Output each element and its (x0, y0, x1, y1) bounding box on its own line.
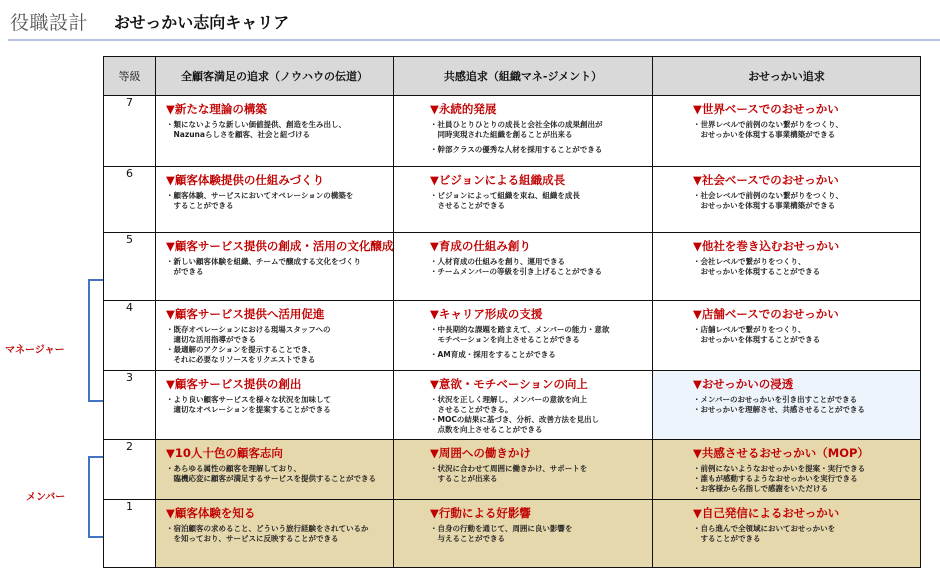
skill-description-line: ・おせっかいを理解させ、共感させることができる (693, 405, 865, 414)
skill-description-line: ・新しい顧客体験を組織、チームで醸成する文化をづくり (166, 257, 361, 266)
skill-title: ▼意欲・モチベーションの向上 (430, 377, 588, 391)
table-row (104, 440, 921, 500)
skill-cell-empathy (394, 233, 653, 301)
skill-cell-osekkai (653, 96, 921, 167)
table-row (104, 96, 921, 167)
skill-title: ▼自己発信によるおせっかい (693, 506, 840, 520)
skill-description-line: ・状況を正しく理解し、メンバーの意欲を向上 (430, 395, 587, 404)
skill-description-line: 適切なオペレーションを提案することができる (166, 405, 331, 414)
skill-description-line: ・既存オペレーションにおける現場スタッフへの (166, 325, 331, 334)
skill-description-line: ・最適解のアクションを提示することでき、 (166, 345, 316, 354)
manager-group-label: マネージャー (5, 345, 65, 356)
skill-description-line: することができる (166, 201, 234, 210)
skill-cell-customer (156, 371, 394, 440)
skill-cell-osekkai (653, 167, 921, 233)
skill-description-line: ・チームメンバーの等級を引き上げることができる (430, 267, 602, 276)
skill-description (693, 464, 912, 494)
grade-cell: 5 (104, 233, 156, 301)
skill-description-line: ・店舗レベルで繋がりをつくり、 (693, 325, 806, 334)
skill-description-line: おせっかいを体現する事業構築ができる (693, 201, 836, 210)
skill-cell-empathy (394, 301, 653, 371)
skill-description-line: ・自身の行動を通じて、周囲に良い影響を (430, 524, 573, 533)
skill-cell-empathy (394, 371, 653, 440)
table-row (104, 301, 921, 371)
skill-description-line: おせっかいを体現することができる (693, 335, 821, 344)
skill-title: ▼周囲への働きかけ (430, 446, 531, 460)
skill-description (693, 325, 912, 345)
header-divider (8, 39, 940, 41)
skill-cell-customer (156, 500, 394, 568)
skill-title: ▼顧客体験提供の仕組みづくり (166, 173, 325, 187)
skill-description (166, 120, 385, 140)
skill-title: ▼顧客サービス提供へ活用促進 (166, 307, 325, 321)
skill-description-line: ができる (166, 267, 204, 276)
skill-description (166, 464, 385, 484)
skill-cell-osekkai (653, 500, 921, 568)
skill-cell-empathy (394, 167, 653, 233)
skill-description-line: ・社員ひとりひとりの成長と会社全体の成果創出が (430, 120, 603, 129)
table-row (104, 371, 921, 440)
skill-description-line: ・MOCの結果に基づき、分析、改善方法を見出し (430, 415, 600, 424)
skill-cell-customer (156, 440, 394, 500)
skill-description-line: ・顧客体験、サービスにおいてオペレーションの構築を (166, 191, 354, 200)
skill-description-line: ・メンバーのおせっかいを引き出すことができる (693, 395, 858, 404)
skill-title: ▼社会ベースでのおせっかい (693, 173, 839, 187)
skill-description (166, 191, 385, 211)
skill-description-line: 同時実現された組織を創ることが出来る (430, 130, 573, 139)
skill-description-line: ・宿泊顧客の求めること、どういう旅行経験をされているか (166, 524, 369, 533)
skill-description (693, 120, 912, 140)
skill-description (166, 524, 385, 544)
skill-title: ▼顧客体験を知る (166, 506, 256, 520)
skill-title: ▼10人十色の顧客志向 (166, 446, 283, 460)
grade-cell: 4 (104, 301, 156, 371)
column-header-osekkai: おせっかい追求 (653, 57, 921, 96)
grade-cell: 1 (104, 500, 156, 568)
skill-cell-osekkai (653, 440, 921, 500)
skill-description-line: を知っており、サービスに反映することができる (166, 534, 339, 543)
skill-description-line: ・会社レベルで繋がりをつくり、 (693, 257, 806, 266)
skill-description-line: ・AM育成・採用をすることができる (430, 350, 556, 359)
skill-description-line: ・社会レベルで前例のない繋がりをつくり、 (693, 191, 843, 200)
grade-cell: 2 (104, 440, 156, 500)
member-bracket (88, 456, 102, 538)
skill-description-line: 与えることができる (430, 534, 505, 543)
skill-description-line: ・誰もが感動するようなおせっかいを実行できる (693, 474, 858, 483)
skill-description-line: 適切な活用指導ができる (166, 335, 256, 344)
page-subtitle: おせっかい志向キャリア (114, 12, 290, 32)
skill-description (693, 395, 912, 415)
skill-cell-customer (156, 167, 394, 233)
column-header-customer-satisfaction: 全顧客満足の追求（ノウハウの伝道） (156, 57, 394, 96)
grade-cell: 6 (104, 167, 156, 233)
skill-cell-empathy (394, 440, 653, 500)
skill-description (430, 325, 644, 360)
grade-cell: 3 (104, 371, 156, 440)
skill-cell-customer (156, 96, 394, 167)
skill-description-line: ・ビジョンによって組織を束ね、組織を成長 (430, 191, 580, 200)
skill-description-line: おせっかいを体現する事業構築ができる (693, 130, 836, 139)
skill-description-line: ・類にないような新しい価値提供、創造を生み出し、 (166, 120, 346, 129)
skill-title: ▼店舗ベースでのおせっかい (693, 307, 839, 321)
skill-description (166, 257, 385, 277)
skill-title: ▼顧客サービス提供の創成・活用の文化醸成 (166, 239, 394, 253)
skill-description-line: それに必要なリソースをリクエストできる (166, 355, 316, 364)
column-header-grade: 等級 (104, 57, 156, 96)
skill-description-line: ・より良い顧客サービスを様々な状況を加味して (166, 395, 331, 404)
skill-description-line: ・あらゆる属性の顧客を理解しており、 (166, 464, 301, 473)
skill-title: ▼キャリア形成の支援 (430, 307, 543, 321)
skill-description-line: ・前例にないようなおせっかいを提案・実行できる (693, 464, 866, 473)
skill-description-line: することができる (693, 534, 761, 543)
skill-description-line: ・幹部クラスの優秀な人材を採用することができる (430, 145, 603, 154)
skill-title: ▼行動による好影響 (430, 506, 531, 520)
skill-cell-customer (156, 301, 394, 371)
skill-cell-empathy (394, 96, 653, 167)
skill-title: ▼共感させるおせっかい（MOP） (693, 446, 869, 460)
skill-cell-osekkai (653, 301, 921, 371)
grade-cell: 7 (104, 96, 156, 167)
page-title: 役職設計 (10, 11, 89, 34)
skill-description (430, 191, 644, 211)
skill-cell-empathy (394, 500, 653, 568)
skill-title: ▼顧客サービス提供の創出 (166, 377, 302, 391)
table-row (104, 167, 921, 233)
skill-description (693, 191, 912, 211)
skill-cell-osekkai (653, 233, 921, 301)
column-header-empathy: 共感追求（組織マネ-ジメント） (394, 57, 653, 96)
skill-description-line: することが出来る (430, 474, 498, 483)
skill-title: ▼新たな理論の構築 (166, 102, 267, 116)
skill-description-line: させることができる。 (430, 405, 513, 414)
skill-description-line: ・状況に合わせて周囲に働きかけ、サポートを (430, 464, 588, 473)
skill-description (430, 464, 644, 484)
skill-description (166, 395, 385, 415)
skill-cell-customer (156, 233, 394, 301)
skill-description-line: ・世界レベルで前例のない繋がりをつくり、 (693, 120, 843, 129)
skill-description-line: ・お客様から名指しで感謝をいただける (693, 484, 828, 493)
skill-title: ▼ビジョンによる組織成長 (430, 173, 566, 187)
skill-title: ▼永続的発展 (430, 102, 497, 116)
skill-description (430, 395, 644, 435)
skill-description-line: ・中長期的な課題を踏まえて、メンバーの能力・意欲 (430, 325, 610, 334)
skill-description (430, 524, 644, 544)
skill-title: ▼他社を巻き込むおせっかい (693, 239, 840, 253)
skill-description-line: 点数を向上させることができる (430, 425, 543, 434)
skill-description-line: Nazunaらしさを顧客、社会と紐づける (166, 130, 310, 139)
table-header-row (104, 57, 921, 96)
career-grade-table (103, 56, 921, 568)
skill-description-line: ・自ら進んで全領域においておせっかいを (693, 524, 836, 533)
skill-description (166, 325, 385, 365)
skill-description-line: させることができる (430, 201, 505, 210)
skill-description (693, 257, 912, 277)
table-row (104, 233, 921, 301)
skill-description-line: ・人材育成の仕組みを創り、運用できる (430, 257, 565, 266)
skill-cell-osekkai (653, 371, 921, 440)
skill-description (430, 257, 644, 277)
skill-description (693, 524, 912, 544)
skill-description-line: おせっかいを体現することができる (693, 267, 821, 276)
skill-description (430, 120, 644, 155)
member-group-label: メンバー (26, 492, 66, 503)
skill-description-line: モチベーションを向上させることができる (430, 335, 580, 344)
skill-title: ▼世界ベースでのおせっかい (693, 102, 839, 116)
manager-bracket (88, 279, 102, 402)
skill-title: ▼おせっかいの浸透 (693, 377, 794, 391)
skill-description-line: 臨機応変に顧客が満足するサービスを提供することができる (166, 474, 376, 483)
table-row (104, 500, 921, 568)
skill-title: ▼育成の仕組み創り (430, 239, 531, 253)
page-header (10, 6, 289, 36)
